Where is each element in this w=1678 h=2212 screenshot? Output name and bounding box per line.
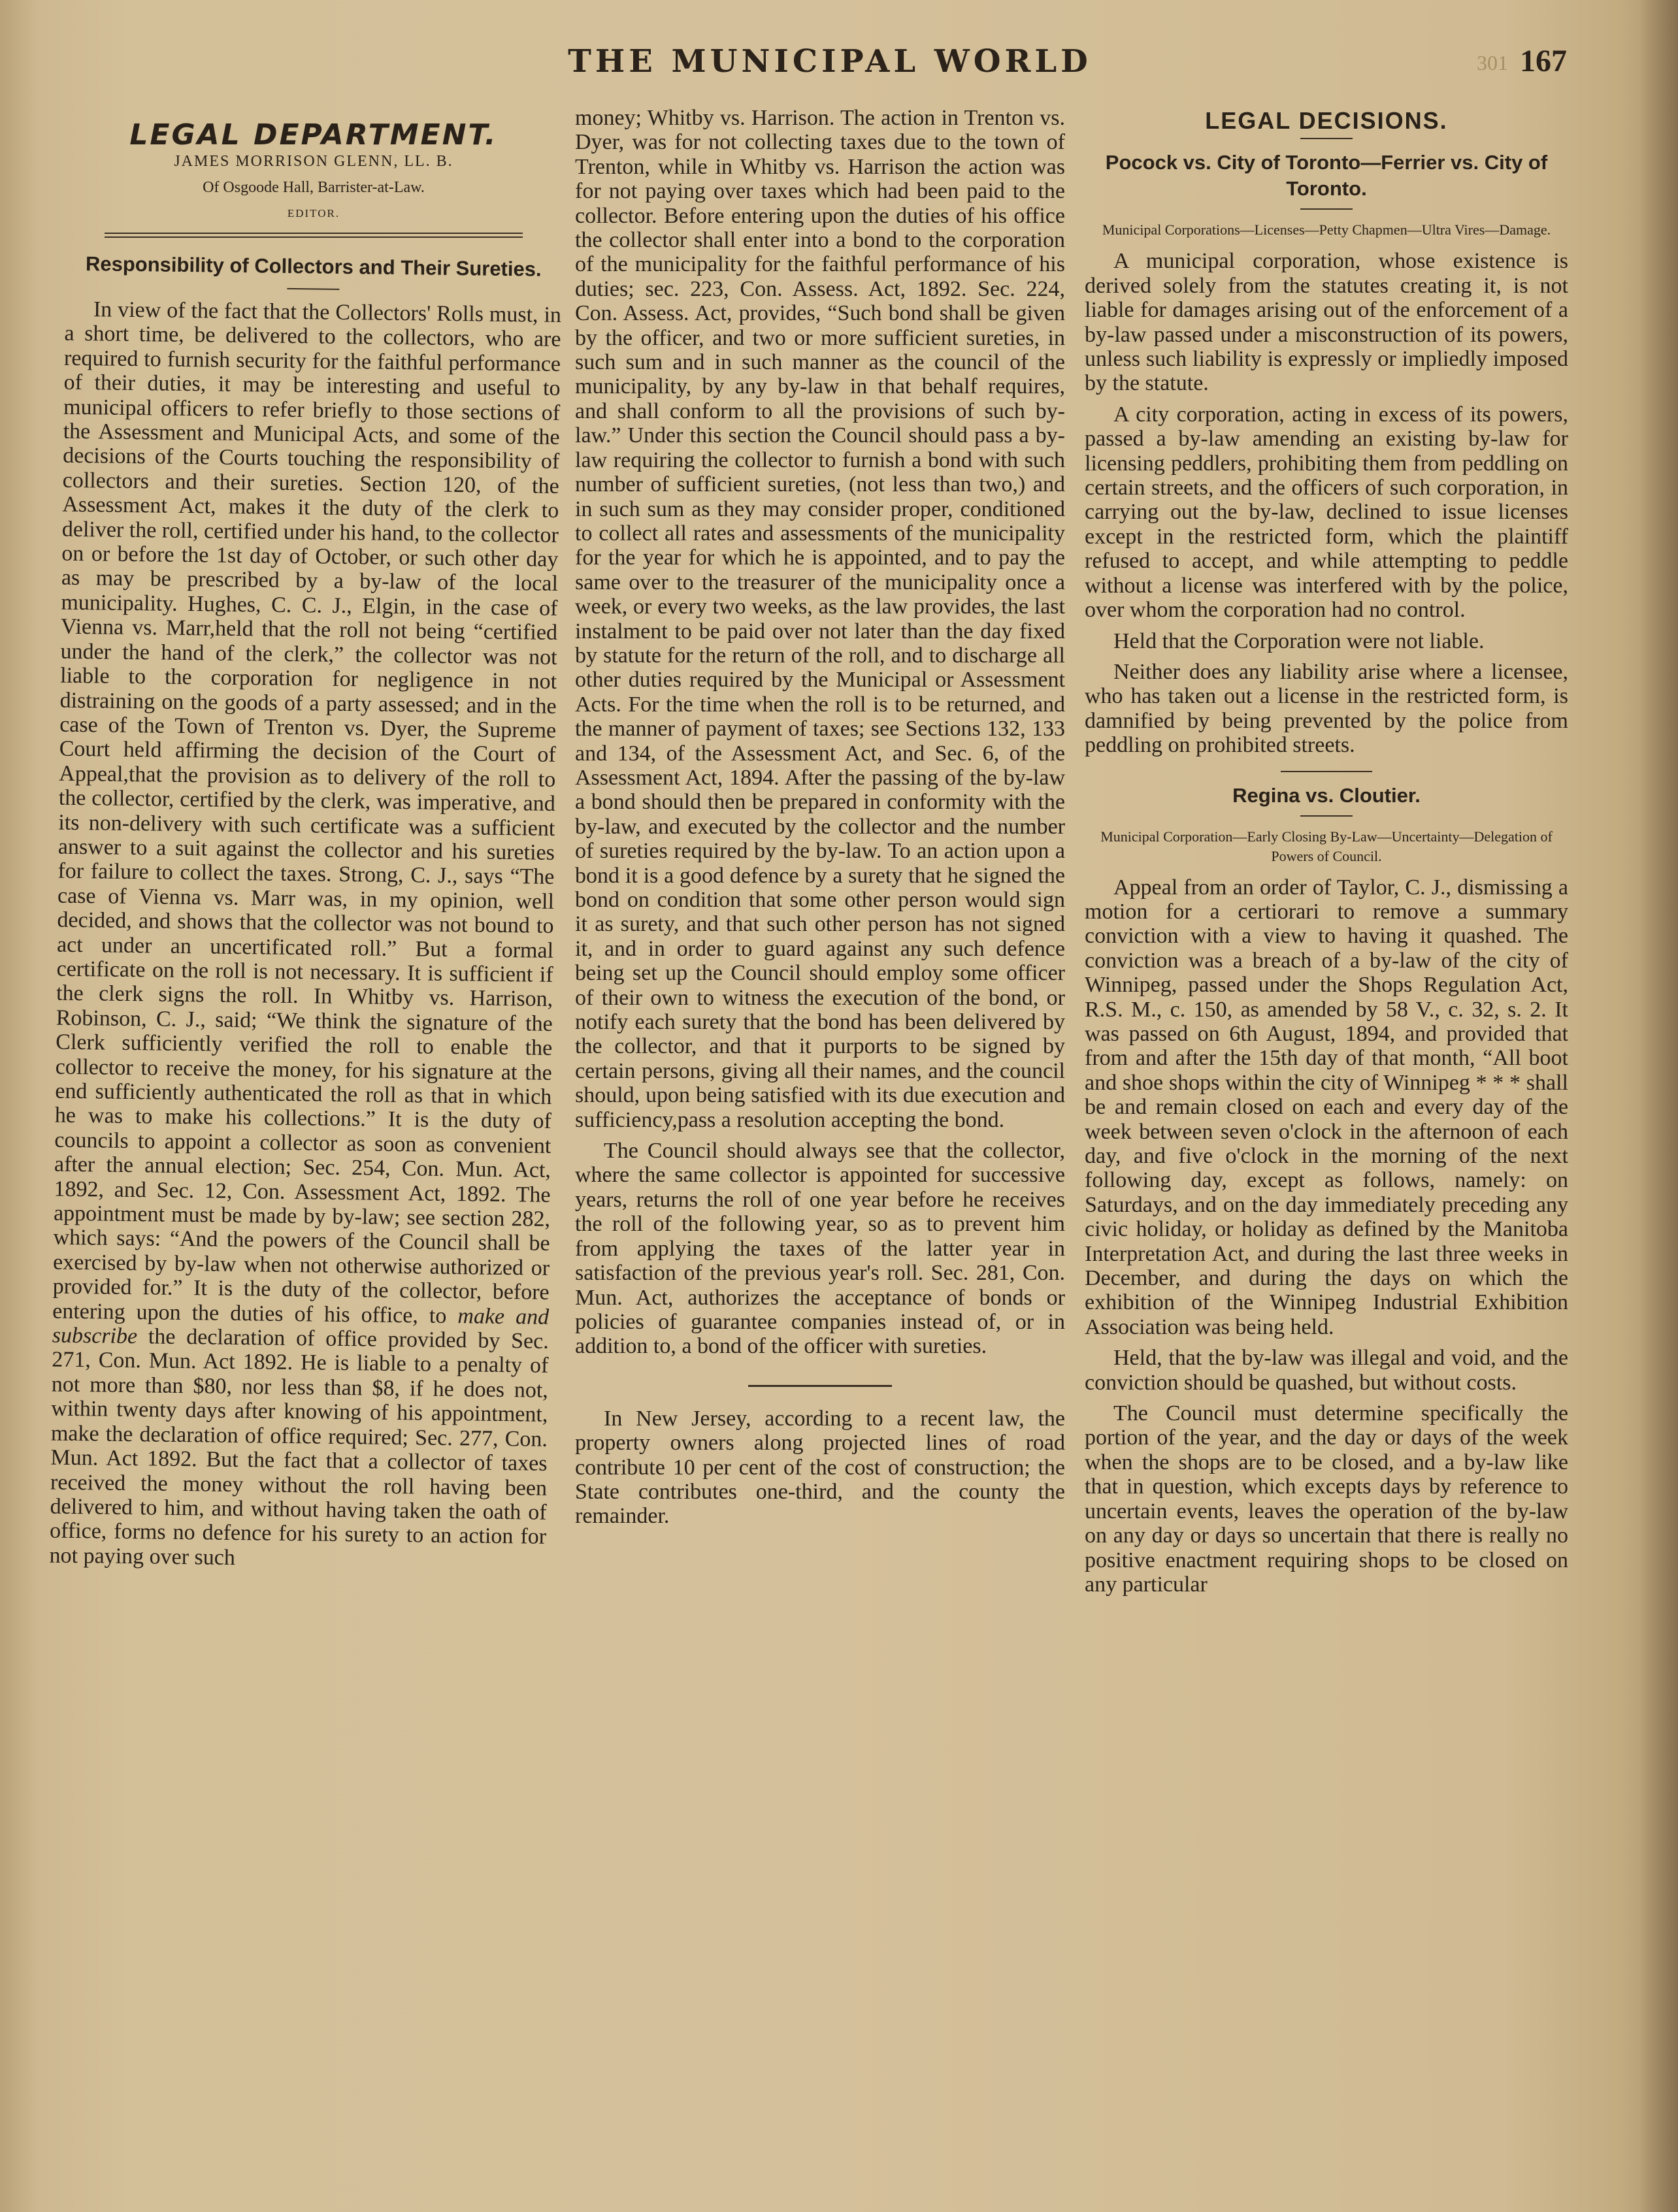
case-headnote: Municipal Corporations—Licenses—Petty Chapmen—Ultra Vires—Damage. (1102, 221, 1551, 238)
short-rule (1281, 771, 1372, 772)
page-spine-shadow (1639, 0, 1678, 2212)
column-3 (1085, 106, 1568, 1603)
bleed-through-number: 301 (1477, 51, 1508, 74)
legal-decisions-title: LEGAL DECISIONS. (1205, 107, 1448, 134)
case-paragraph: Neither does any liability arise where a licensee, who has taken out a license in the restricted form, is damnified by being prevented by the police from peddling on prohibited streets. (1085, 659, 1568, 758)
short-rule (1300, 138, 1353, 139)
article-paragraph: In view of the fact that the Collectors' Rolls must, in a short time, be delivered to the collectors, who are required to furnish security for the faithful performance of their duties, it may be interesting and useful to municipal officers to refer briefly to those sections of the Assessment and Municipal Acts, and some of the decisions of the Courts touching the responsibility of collectors and their sureties. Section 120, of the Assessment Act, makes it the duty of the clerk to deliver the roll, certified under his hand, to the collector on or before the 1st day of October, or such other day as may be prescribed by a by-law of the local municipality. Hughes, C. C. J., Elgin, in the case of Vienna vs. Marr,held that the roll not being “certified under the hand of the clerk,” the collector was not liable to the corporation for negligence in not distraining on the goods of a party assessed; and in the case of the Town of Trenton vs. Dyer, the Supreme Court held affirming the decision of the Court of Appeal,that the provision as to delivery of the roll to the collector, certified by the clerk, was imperative, and its non-delivery with such certificate was a sufficient answer to a suit against the collector and his sureties for failure to collect the taxes. Strong, C. J., says “The case of Vienna vs. Marr was, in my opinion, well decided, and shows that the collector was not bound to act under an uncertificated roll.” But a formal certificate on the roll is not necessary. It is sufficient if the clerk signs the roll. In Whitby vs. Harrison, Robinson, C. J., said; “We think the signature of the Clerk sufficiently verified the roll to enable the collector to receive the money, for his signature at the end sufficiently authenticated the roll as that in which he was to make his collections.” It is the duty of councils to appoint a collector as soon as convenient after the annual election; Sec. 254, Con. Mun. Act, 1892, and Sec. 12, Con. Assessment Act, 1892. The appointment must be made by by-law; see section 282, which says: “And the powers of the Council shall be exercised by by-law when not otherwise authorized or provided for.” It is the duty of the collector, before entering upon the duties of his office, to make and subscribe the declaration of office provided by Sec. 271, Con. Mun. Act 1892. He is liable to a penalty of not more than $80, nor less than $8, if he does not, within twenty days after knowing of his appointment, make the declaration of office required; Sec. 277, Con. Mun. Act 1892. But the fact that a collector of taxes received the money without the roll having been delivered to him, and without having taken the oath of office, forms no defence for his surety to an action for not paying over such (49, 297, 562, 1570)
case-paragraph: Held, that the by-law was illegal and void, and the conviction should be quashed, but without costs. (1085, 1346, 1568, 1395)
case-headnote: Municipal Corporation—Early Closing By-Law—Uncertainty—Delegation of Powers of Council. (1100, 828, 1553, 864)
article-paragraph: money; Whitby vs. Harrison. The action in Trenton vs. Dyer, was for not collecting taxes due to the town of Trenton, while in Whitby vs. Harrison the action was for not paying over taxes which had been paid to the collector. Before entering upon the duties of his office the collector shall enter into a bond to the corporation of the municipality for the faithful performance of his duties; sec. 223, Con. Assess. Act, 1892. Sec. 224, Con. Assess. Act, provides, “Such bond shall be given by the officer, and two or more sufficient sureties, in such sum and in such manner as the council of the municipality, by any by-law in that behalf requires, and shall conform to all the provisions of such by-law.” Under this section the Council should pass a by-law requiring the collector to furnish a bond with such number of sufficient sureties, (not less than two,) and in such sum as they may consider proper, conditioned to collect all rates and assessments of the municipality for the year for which he is appointed, and to pay the same over to the treasurer of the municipality once a week, or every two weeks, as the law provides, the last instalment to be paid over not later than the day fixed by statute for the return of the roll, and to discharge all other duties required by the Municipal or Assessment Acts. For the time when the roll is to be returned, and the manner of payment of taxes; see Sections 132, 133 and 134, of the Assessment Act, and Sec. 6, of the Assessment Act, 1894. After the passing of the by-law a bond should then be prepared in conformity with the by-law, and executed by the collector and the number of sureties required by the by-law. To an action upon a bond it is a good defence by a surety that he signed the bond on condition that some other person would sign it as surety, and that such other person has not signed it, and in order to guard against any such defence being set up the Council should employ some officer of their own to witness the execution of the bond, or notify each surety that the bond has been delivered by the collector, and that it purports to be signed by certain persons, giving all their names, and the council should, upon being satisfied with its due execution and sufficiency,pass a resolution accepting the bond. (575, 106, 1065, 1132)
skewed-text-block (49, 251, 562, 1573)
editor-name: JAMES MORRISON GLENN, LL. B. (174, 153, 453, 171)
double-rule-divider (105, 233, 523, 238)
case-title: Regina vs. Cloutier. (1232, 783, 1421, 807)
article-heading: Responsibility of Collectors and Their Sureties. (85, 252, 542, 281)
case-title: Pocock vs. City of Toronto—Ferrier vs. City of Toronto. (1105, 151, 1548, 201)
short-rule (1300, 815, 1353, 817)
page-number: 167 (1520, 44, 1567, 78)
case-paragraph: The Council must determine specifically the portion of the year, and the day or days of the week when the shops are to be closed, and a by-law like that in question, which excepts days by reference to uncertain events, leaves the operation of the by-law on any day or days so uncertain that there is really no positive enactment requiring shops to be closed on any particular (1085, 1401, 1568, 1597)
column-1 (49, 118, 562, 1580)
editor-affiliation: Of Osgoode Hall, Barrister-at-Law. (203, 178, 425, 196)
case-paragraph: Held that the Corporation were not liable. (1113, 628, 1485, 653)
article-paragraph: The Council should always see that the collector, where the same collector is appointed for successive years, returns the roll of one year before he receives the roll of the following year, so as to prevent him from applying the taxes of the latter year in satisfaction of the previous year's roll. Sec. 281, Con. Mun. Act, authorizes the acceptance of bonds or policies of guarantee companies instead of, or in addition to, a bond of the officer with sureties. (575, 1139, 1065, 1359)
department-title: LEGAL DEPARTMENT. (129, 118, 498, 152)
italic-phrase: make and subscribe (52, 1303, 550, 1348)
column-2 (575, 106, 1065, 1535)
case-paragraph: Appeal from an order of Taylor, C. J., dismissing a motion for a certiorari to remove a summary conviction with a view to having it quashed. The conviction was a breach of a by-law of the city of Winnipeg, passed under the Shops Regulation Act, R.S. M., c. 150, as amended by 58 V., c. 32, s. 2. It was passed on 6th August, 1894, and provided that from and after the 15th day of that month, “All boot and shoe shops within the city of Winnipeg * * * shall be and remain closed on each and every day of the week between seven o'clock in the afternoon of each day, and five o'clock in the morning of the next following day, except as follows, namely: on Saturdays, and on the day immediately preceding any civic holiday, or holiday as defined by the Manitoba Interpretation Act, and during the last three weeks in December, and during the days on which the exhibition of the Winnipeg Industrial Exhibition Association was being held. (1085, 875, 1568, 1339)
case-paragraph: A city corporation, acting in excess of its powers, passed a by-law amending an existing by-law for licensing peddlers, prohibiting them from peddling on certain streets, and the officers of such corporation, in carrying out the by-law, declined to issue licenses except in the restricted form, which the plaintiff refused to accept, and while attempting to peddle without a license was interfered with by the police, over whom the corporation had no control. (1085, 402, 1568, 623)
short-rule (1300, 208, 1353, 210)
case-paragraph: A municipal corporation, whose existence is derived solely from the statutes creating it, is not liable for damages arising out of the enforcement of a by-law passed under a misconstruction of its powers, unless such liability is expressly or impliedly imposed by the statute. (1085, 249, 1568, 396)
masthead: THE MUNICIPAL WORLD (568, 43, 1092, 80)
new-jersey-note: In New Jersey, according to a recent law, the property owners along projected lines of road contribute 10 per cent of the cost of construction; the State contributes one-third, and the county the remainder. (575, 1406, 1065, 1529)
section-rule (748, 1385, 892, 1387)
short-rule (287, 287, 339, 289)
editor-role: EDITOR. (287, 207, 340, 220)
